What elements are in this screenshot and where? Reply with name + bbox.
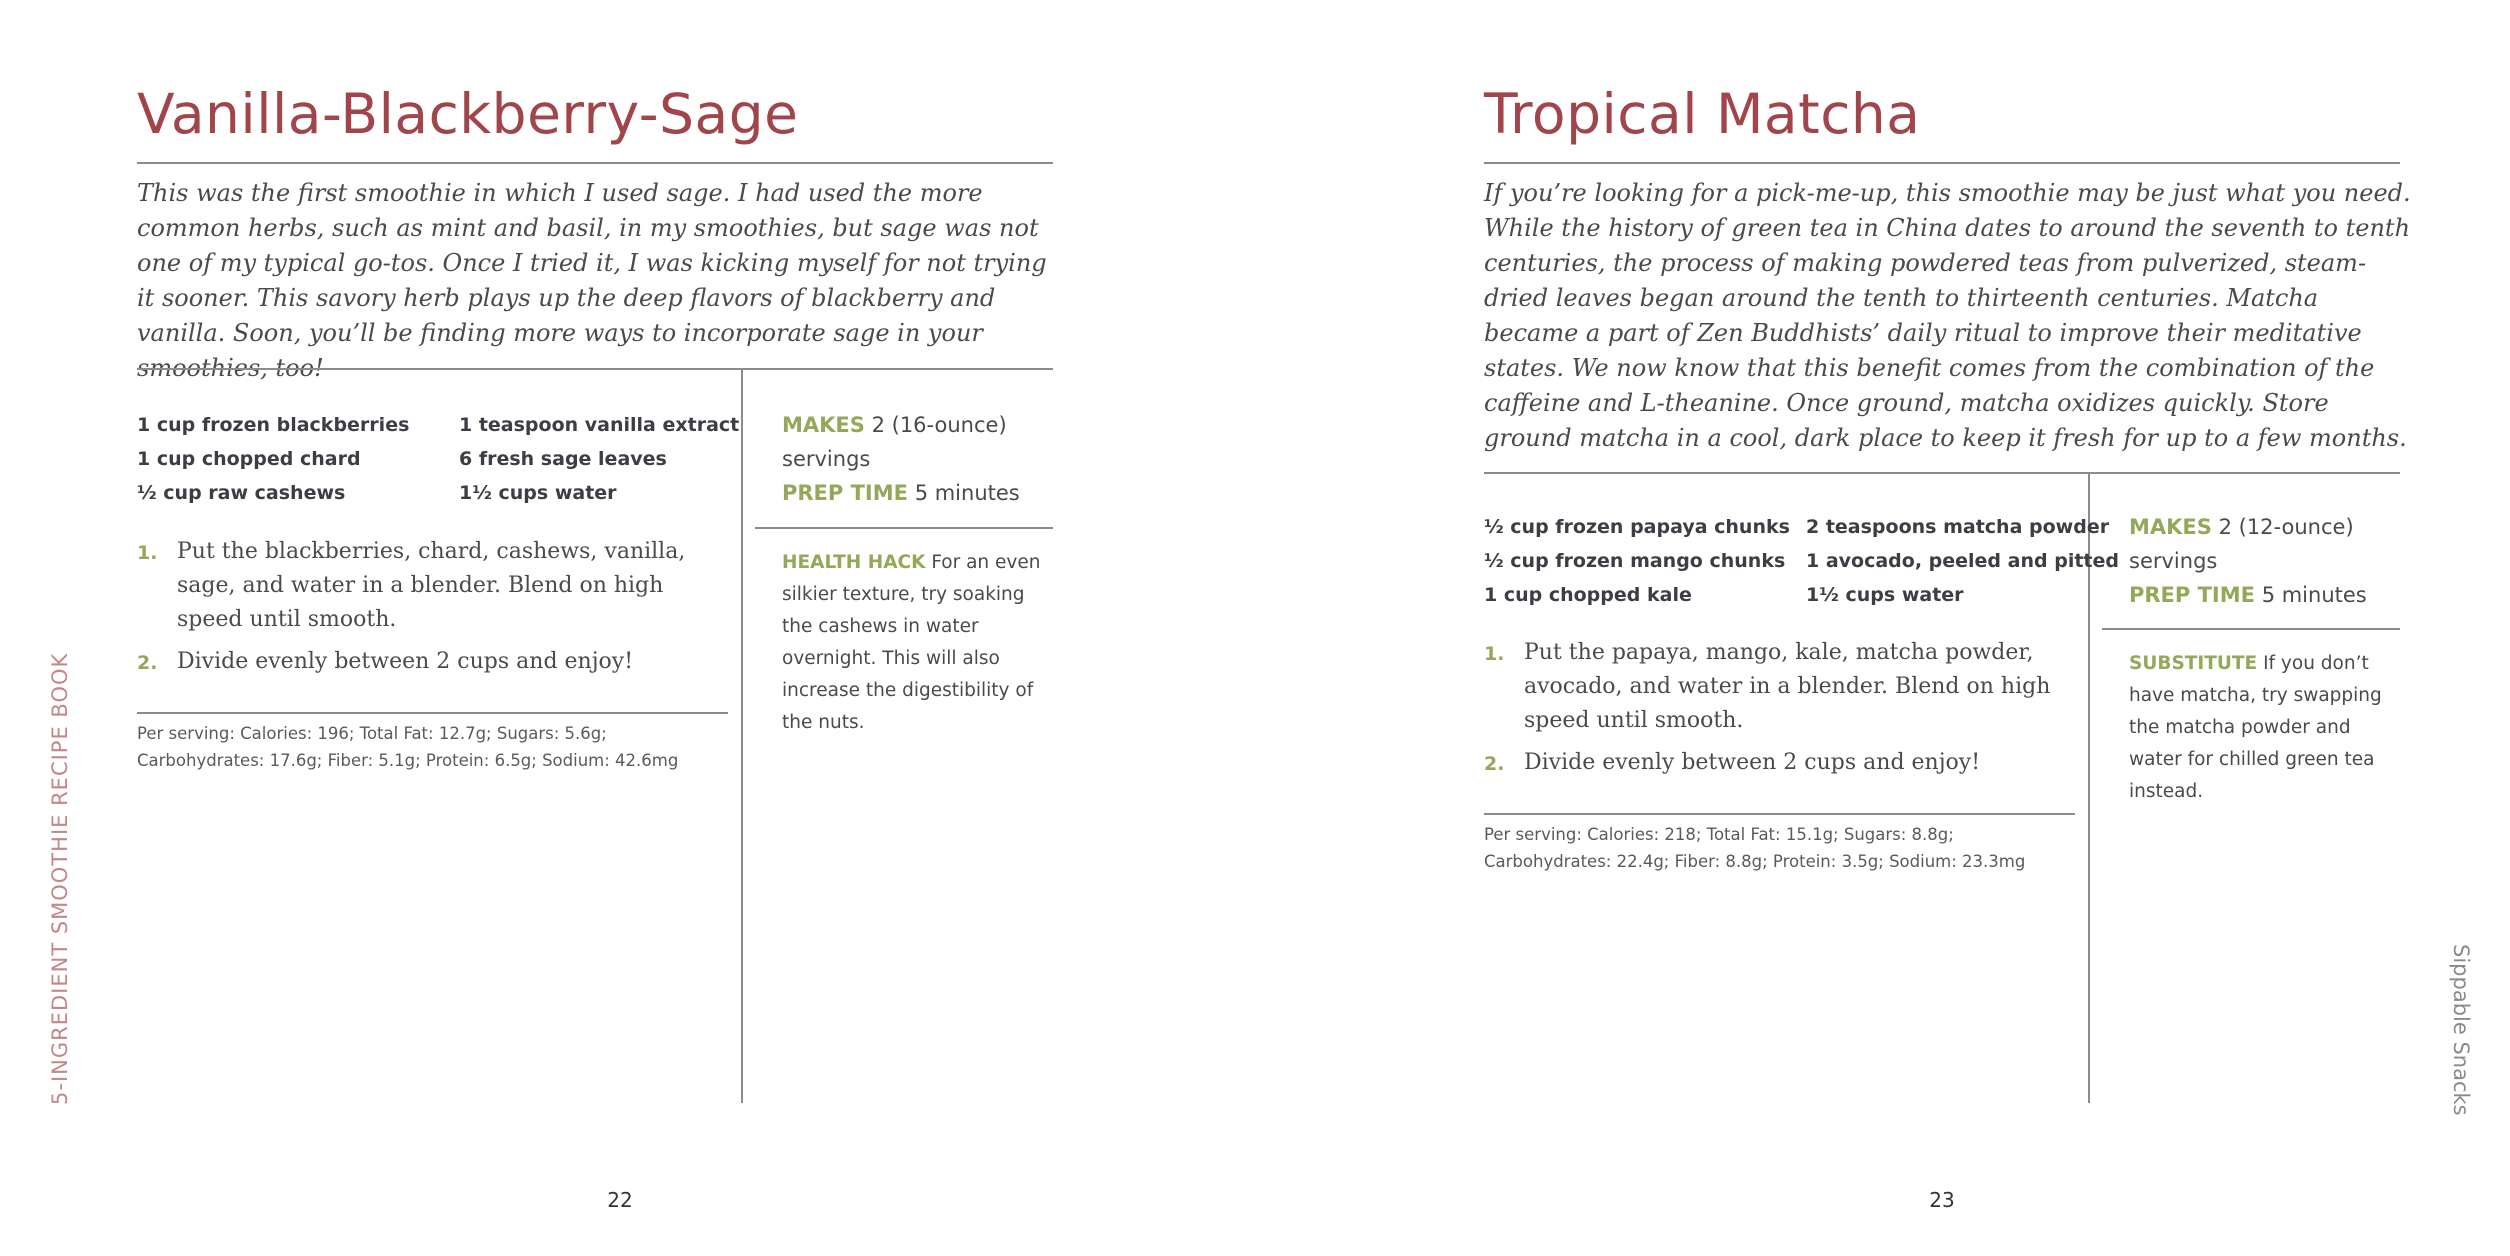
ingredient-item: 1 teaspoon vanilla extract — [459, 414, 740, 436]
ingredient-item: 1 avocado, peeled and pitted — [1806, 550, 2119, 572]
ingredient-item: 1 cup chopped kale — [1484, 584, 1692, 606]
recipe-steps — [137, 535, 707, 687]
column-divider — [741, 369, 743, 1103]
ingredients-column-2 — [459, 408, 739, 510]
recipe-title: Vanilla-Blackberry-Sage — [137, 82, 799, 146]
step-text: Put the blackberries, chard, cashews, vanilla, sage, and water in a blender. Blend on high speed until smooth. — [177, 539, 686, 632]
ingredient-item: 6 fresh sage leaves — [459, 448, 667, 470]
recipe-intro: This was the first smoothie in which I used sage. I had used the more common herbs, such as mint and basil, in my smoothies, but sage was not one of my typical go-tos. Once I tried it, I was kicking myself for not trying it sooner. This savory herb plays up the deep flavors of blackberry and vanilla. Soon, you’ll be finding more ways to incorporate sage in your smoothies, too! — [137, 179, 1047, 382]
nutrition-divider — [1484, 813, 2075, 815]
step-item — [1484, 636, 2054, 738]
makes-info — [2129, 510, 2379, 612]
page-number: 23 — [1929, 1188, 1955, 1212]
step-text: Divide evenly between 2 cups and enjoy! — [177, 649, 634, 674]
prep-time-value: 5 minutes — [2261, 583, 2367, 607]
nutrition-info: Per serving: Calories: 218; Total Fat: 15.1g; Sugars: 8.8g; Carbohydrates: 22.4g; Fiber: 8.8g; Protein: 3.5g; Sodium: 23.3mg — [1484, 825, 2026, 871]
health-hack-tip — [782, 547, 1052, 739]
sidebar-divider — [755, 527, 1053, 529]
sidebar-divider — [2102, 628, 2400, 630]
intro-divider — [137, 368, 1053, 370]
intro-divider — [1484, 472, 2400, 474]
recipe-title: Tropical Matcha — [1484, 82, 1921, 146]
ingredient-item: 1½ cups water — [1806, 584, 1964, 606]
ingredient-item: 1 cup chopped chard — [137, 448, 361, 470]
makes-info — [782, 408, 1032, 510]
ingredient-item: 2 teaspoons matcha powder — [1806, 516, 2110, 538]
makes-label: MAKES — [2129, 515, 2212, 539]
makes-label: MAKES — [782, 413, 865, 437]
step-number: 2. — [1484, 753, 1505, 775]
nutrition-info: Per serving: Calories: 196; Total Fat: 12.7g; Sugars: 5.6g; Carbohydrates: 17.6g; Fiber: 5.1g; Protein: 6.5g; Sodium: 42.6mg — [137, 724, 679, 770]
step-number: 1. — [1484, 643, 1505, 665]
step-text: Put the papaya, mango, kale, matcha powder, avocado, and water in a blender. Blend on high speed until smooth. — [1524, 640, 2051, 733]
tip-label: SUBSTITUTE — [2129, 653, 2258, 674]
ingredient-item: 1½ cups water — [459, 482, 617, 504]
step-number: 2. — [137, 652, 158, 674]
step-text: Divide evenly between 2 cups and enjoy! — [1524, 750, 1981, 775]
prep-time-label: PREP TIME — [782, 481, 908, 505]
book-title-side-text: 5-INGREDIENT SMOOTHIE RECIPE BOOK — [48, 652, 72, 1105]
substitute-tip — [2129, 648, 2399, 808]
tip-text: If you don’t have matcha, try swapping the matcha powder and water for chilled green tea instead. — [2129, 653, 2382, 802]
recipe-steps — [1484, 636, 2054, 788]
chapter-title-side-text: Sippable Snacks — [2449, 944, 2473, 1116]
step-number: 1. — [137, 542, 158, 564]
tip-label: HEALTH HACK — [782, 552, 926, 573]
ingredient-item: ½ cup frozen mango chunks — [1484, 550, 1786, 572]
nutrition-divider — [137, 712, 728, 714]
title-divider — [1484, 162, 2400, 164]
tip-text: For an even silkier texture, try soaking the cashews in water overnight. This will also increase the digestibility of the nuts. — [782, 552, 1041, 733]
ingredients-column-1 — [1484, 510, 1790, 612]
step-item — [137, 645, 707, 679]
recipe-intro: If you’re looking for a pick-me-up, this smoothie may be just what you need. While the history of green tea in China dates to around the seventh to tenth centuries, the process of making powdered teas from pulverized, steam-dried leaves began around the tenth to thirteenth centuries. Matcha became a part of Zen Buddhists’ daily ritual to improve their meditative states. We now know that this benefit comes from the combination of the caffeine and L-theanine. Once ground, matcha oxidizes quickly. Store ground matcha in a cool, dark place to keep it fresh for up to a few months. — [1484, 179, 2411, 452]
ingredients-column-2 — [1806, 510, 2119, 612]
step-item — [1484, 746, 2054, 780]
prep-time-value: 5 minutes — [914, 481, 1020, 505]
ingredient-item: ½ cup raw cashews — [137, 482, 346, 504]
page-number: 22 — [607, 1188, 633, 1212]
right-page — [1255, 0, 2510, 1256]
title-divider — [137, 162, 1053, 164]
prep-time-label: PREP TIME — [2129, 583, 2255, 607]
ingredient-item: ½ cup frozen papaya chunks — [1484, 516, 1790, 538]
ingredients-column-1 — [137, 408, 409, 510]
makes-value: 2 (16-ounce) servings — [782, 413, 1007, 471]
makes-value: 2 (12-ounce) servings — [2129, 515, 2354, 573]
step-item — [137, 535, 707, 637]
ingredient-item: 1 cup frozen blackberries — [137, 414, 410, 436]
